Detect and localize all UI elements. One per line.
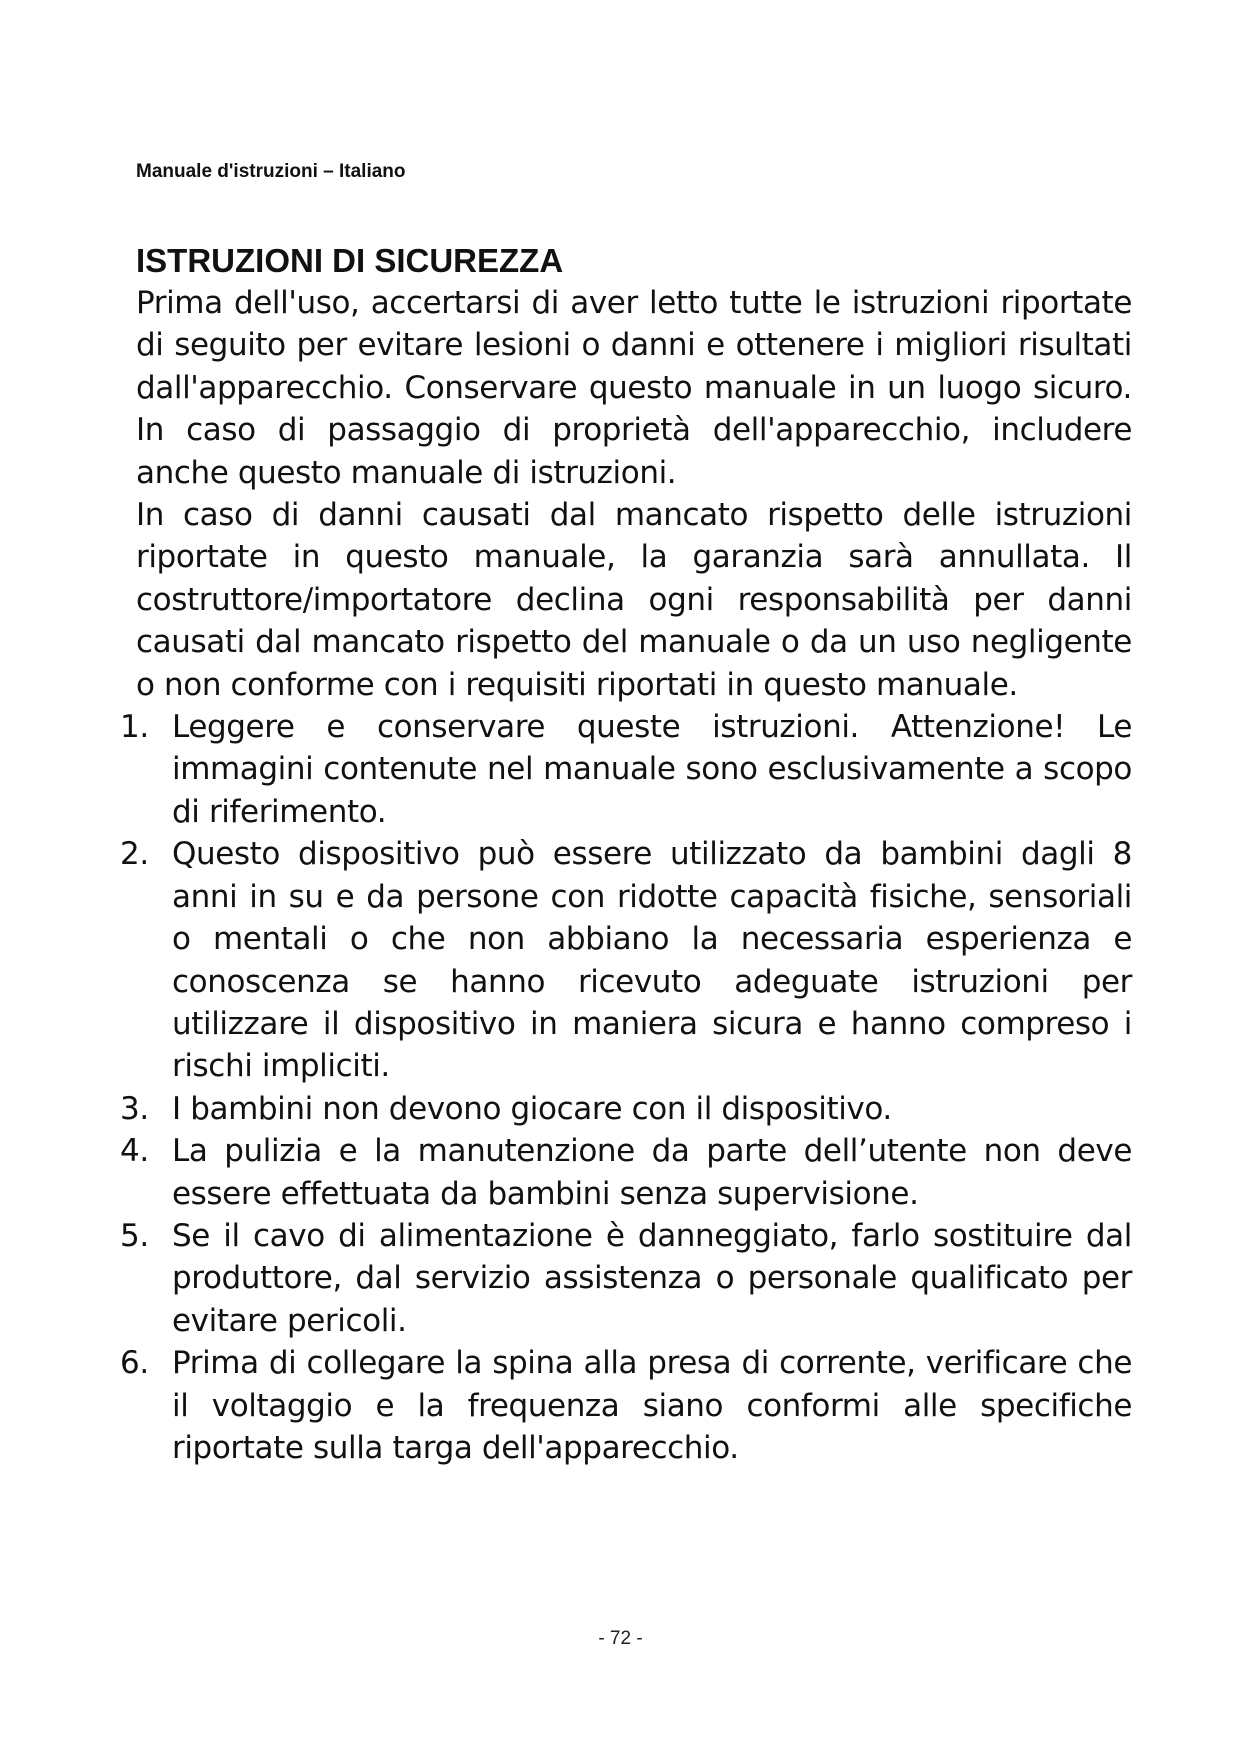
list-item bbox=[120, 833, 1132, 1087]
list-item-text: Se il cavo di alimentazione è danneggiato, farlo sostituire dal produttore, dal servizio assistenza o personale qualificato per evitare pericoli. bbox=[172, 1217, 1132, 1339]
list-item-number: 4. bbox=[120, 1133, 149, 1170]
list-item-number: 1. bbox=[120, 709, 149, 746]
list-item-text: Prima di collegare la spina alla presa di corrente, verificare che il voltaggio e la frequenza siano conformi alle specifiche riportate sulla targa dell'apparecchio. bbox=[172, 1345, 1132, 1466]
warranty-paragraph: In caso di danni causati dal mancato rispetto delle istruzioni riportate in questo manuale, la garanzia sarà annullata. Il costruttore/importatore declina ogni responsabilità per danni causati dal mancato rispetto del manuale o da un uso negligente o non conforme con i requisiti riportati in questo manuale. bbox=[136, 497, 1132, 703]
list-item-text: Leggere e conservare queste istruzioni. Attenzione! Le immagini contenute nel manuale sono esclusivamente a scopo di riferimento. bbox=[172, 709, 1132, 830]
safety-section bbox=[120, 240, 1132, 1469]
list-item bbox=[120, 1215, 1132, 1342]
list-item-number: 6. bbox=[120, 1345, 149, 1382]
list-item-text: I bambini non devono giocare con il dispositivo. bbox=[172, 1090, 892, 1127]
running-header: Manuale d'istruzioni – Italiano bbox=[136, 161, 406, 182]
list-item bbox=[120, 1130, 1132, 1215]
list-item-text: Questo dispositivo può essere utilizzato da bambini dagli 8 anni in su e da persone con ridotte capacità fisiche, sensoriali o mentali o che non abbiano la necessaria esperienza e conoscenza se hanno ricevuto adeguate istruzioni per utilizzare il dispositivo in maniera sicura e hanno compreso i rischi impliciti. bbox=[172, 836, 1132, 1085]
list-item-text: La pulizia e la manutenzione da parte dell’utente non deve essere effettuata da bambini senza supervisione. bbox=[172, 1133, 1132, 1212]
list-item-number: 2. bbox=[120, 836, 149, 873]
page-number: - 72 - bbox=[598, 1628, 643, 1649]
list-item-number: 5. bbox=[120, 1217, 149, 1254]
list-item bbox=[120, 706, 1132, 833]
section-title: ISTRUZIONI DI SICUREZZA bbox=[136, 242, 564, 279]
list-item bbox=[120, 1088, 1132, 1130]
intro-paragraph: Prima dell'uso, accertarsi di aver letto tutte le istruzioni riportate di seguito per evitare lesioni o danni e ottenere i migliori risultati dall'apparecchio. Conservare questo manuale in un luogo sicuro. In caso di passaggio di proprietà dell'apparecchio, includere anche questo manuale di istruzioni. bbox=[136, 285, 1132, 491]
safety-list bbox=[120, 706, 1132, 1469]
list-item-number: 3. bbox=[120, 1090, 149, 1127]
list-item bbox=[120, 1342, 1132, 1469]
